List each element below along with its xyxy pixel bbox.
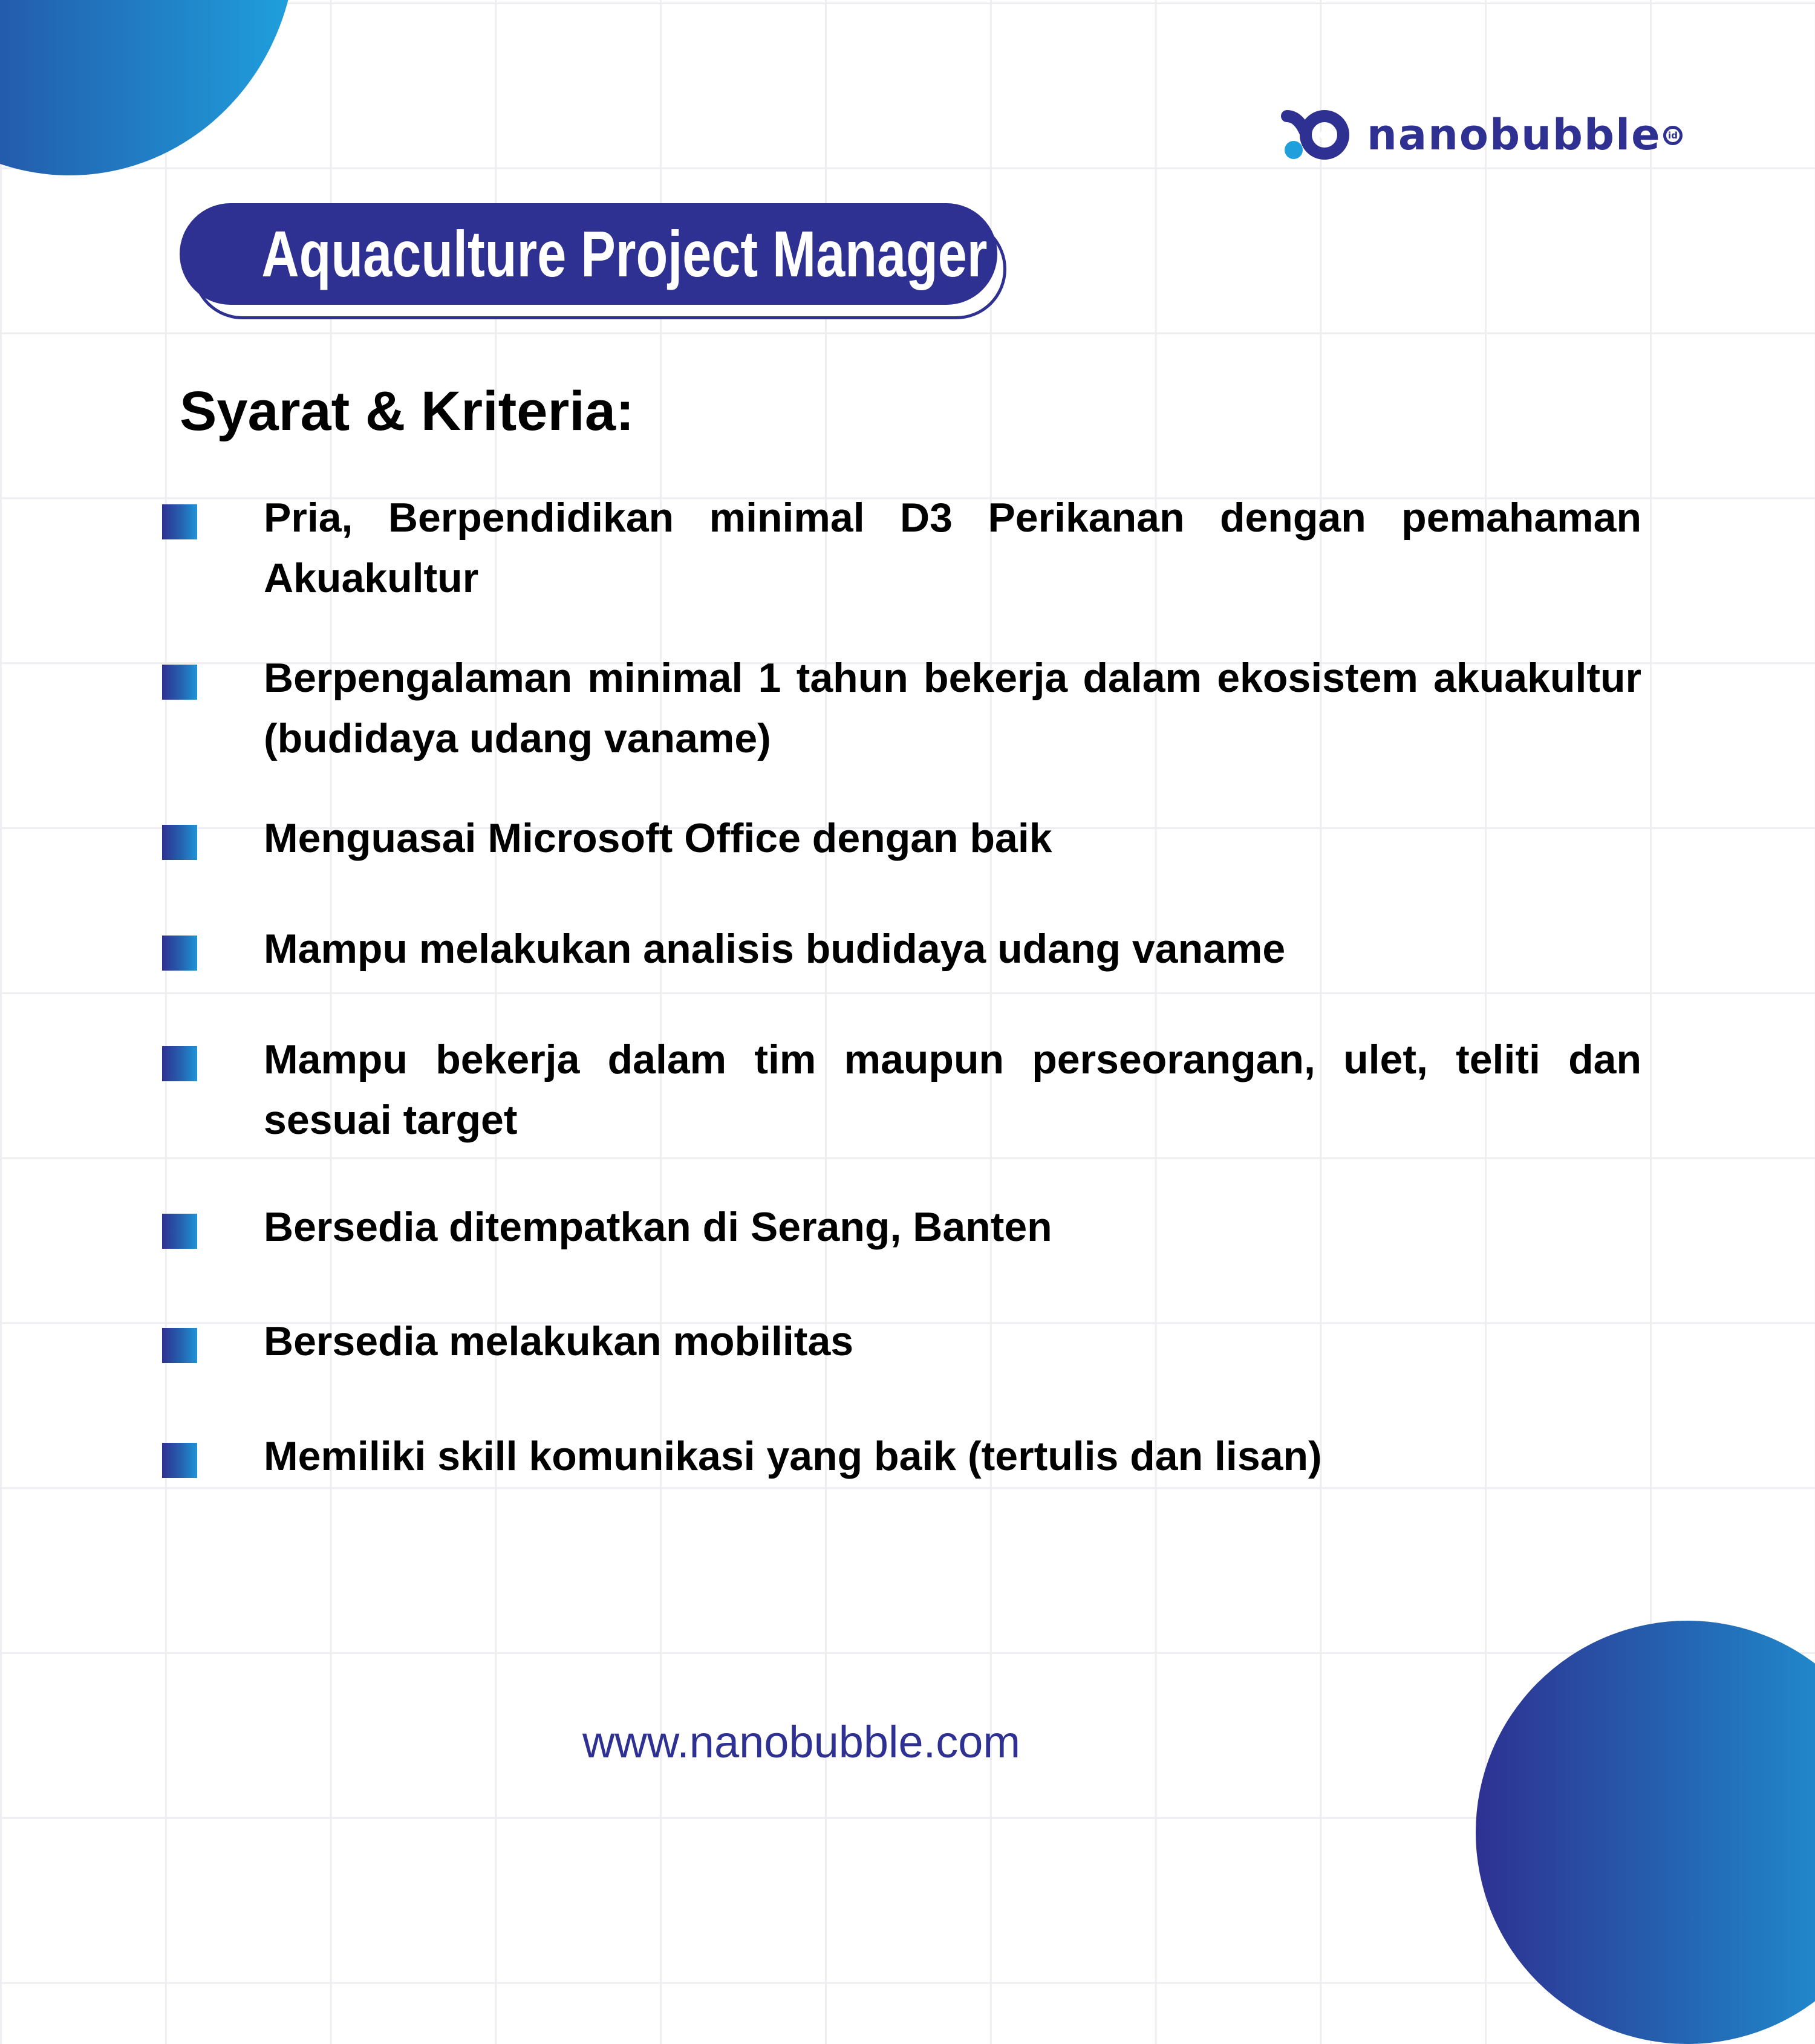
square-bullet-icon — [162, 936, 197, 971]
list-item-text: Bersedia melakukan mobilitas — [264, 1318, 854, 1364]
decorative-circle-top-left — [0, 0, 296, 175]
list-item-text: Mampu bekerja dalam tim maupun perseorangan, ulet, teliti dan sesuai target — [264, 1037, 1641, 1143]
list-item-text: Pria, Berpendidikan minimal D3 Perikanan dengan pemahaman Akuakultur — [264, 495, 1641, 601]
list-item-text: Menguasai Microsoft Office dengan baik — [264, 815, 1052, 861]
brand-badge: id — [1663, 126, 1683, 145]
square-bullet-icon — [162, 1443, 197, 1478]
square-bullet-icon — [162, 1046, 197, 1081]
square-bullet-icon — [162, 504, 197, 539]
list-item-text: Bersedia ditempatkan di Serang, Banten — [264, 1204, 1052, 1250]
website-link[interactable]: www.nanobubble.com — [582, 1717, 1020, 1767]
square-bullet-icon — [162, 825, 197, 860]
list-item-text: Mampu melakukan analisis budidaya udang vaname — [264, 926, 1286, 972]
brand-name: nanobubble — [1367, 110, 1661, 160]
square-bullet-icon — [162, 1328, 197, 1363]
list-item-text: Berpengalaman minimal 1 tahun bekerja dalam ekosistem akuakultur (budidaya udang vaname) — [264, 655, 1641, 761]
nanobubble-logo-icon — [1281, 108, 1354, 162]
decorative-circle-bottom-right — [1476, 1621, 1815, 2044]
square-bullet-icon — [162, 1214, 197, 1249]
list-item-text: Memiliki skill komunikasi yang baik (tertulis dan lisan) — [264, 1433, 1322, 1479]
page-title: Aquaculture Project Manager — [261, 217, 988, 290]
square-bullet-icon — [162, 665, 197, 700]
title-pill — [180, 203, 997, 305]
requirements-heading: Syarat & Kriteria: — [180, 380, 634, 442]
